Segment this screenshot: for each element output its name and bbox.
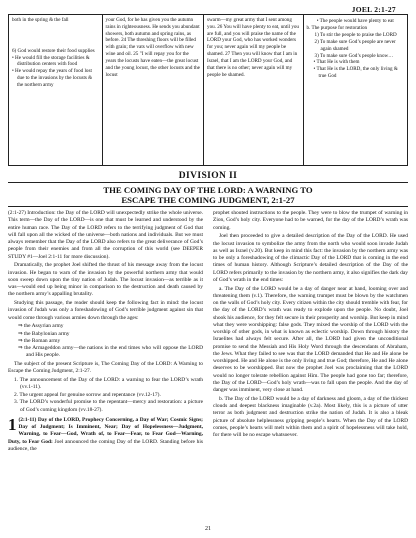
outline-top: both in the spring & the fall — [12, 17, 69, 23]
army-list — [8, 323, 203, 359]
division-title: DIVISION II — [178, 171, 238, 181]
list-item: ⇒ the Armageddon army—the nations in the end times who will oppose the LORD and His people. — [18, 345, 203, 359]
section-heading-text: (2:1-11) Day of the LORD, Prophecy Concerning, a Day of War; Cosmic Signs; Day of Judgment; Is Imminent, Near; Day of Hopelessness—Judgment, Warning, to Fear—God, Wrath of, to Fear—Fear, to Fear God—Warning, Duty, to Fear God: — [8, 416, 203, 445]
page-number: 21 — [205, 526, 211, 532]
divider-rule — [8, 182, 408, 183]
divider-rule — [8, 206, 408, 207]
division-banner-line-1: THE COMING DAY OF THE LORD: A WARNING TO — [103, 185, 313, 195]
outline-item: 1) To stir the people to praise the LORD — [314, 32, 397, 39]
outline-subhead: b. The purpose for restoration — [306, 25, 368, 32]
body-paragraph: The subject of the present Scripture is, The Coming Day of the LORD: A Warning to Escape the Coming Judgment, 2:1-27. — [8, 360, 203, 374]
scripture-col-1 — [103, 15, 204, 165]
body-right-column — [213, 210, 408, 455]
intro-paragraph: (2:1-27) Introduction: the Day of the LORD will unexpectedly strike the whole universe. This term—the Day of the LORD—is one that must be learned and understood by the entire human race. The Day of the LORD refers to the terrifying judgment of God that will fall upon all the wicked of the universe—both nations and individuals. But we must always remember that the Day of the LORD also refers to the great deliverance of God’s people from their enemies and from all the corruption of this world (see DEEPER STUDY #1—Joel 2:1-11 for more discussion). — [8, 210, 203, 260]
scripture-text: swarm—my great army that I sent among you. 26 You will have plenty to eat, until you are full, and you will praise the name of the LORD your God, who has worked wonders for you; never again will my people be shamed. 27 Then you will know that I am in Israel, that I am the LORD your God, and that there is no other; never again will my people be shamed. — [207, 17, 299, 78]
outline-col-1 — [9, 15, 103, 165]
division-banner-line-2: ESCAPE THE COMING JUDGMENT, 2:1-27 — [121, 195, 295, 206]
body-paragraph: b. The Day of the LORD would be a day of darkness and gloom, a day of the thickest clouds and deepest blackness imaginable (v.2a). Most likely, this is a picture of utter terror as both judgment and destruction strike the nation of Judah. It is also a bleak picture of absolute helplessness gripping people’s hearts. When the Day of the LORD comes, people’s hearts will melt within them and a spirit of hopelessness will take hold, for there will be no escape whatsoever. — [213, 395, 408, 438]
list-item: 2. The urgent appeal for genuine sorrow and repentance (vv.12-17). — [14, 391, 161, 398]
body-columns — [8, 210, 408, 455]
outline-item-6: 6) God would restore their food supplies — [12, 47, 95, 54]
body-paragraph: prophet shouted instructions to the people. They were to blow the trumpet of warning in Zion, God’s holy city. Everyone had to be warned, for the day of the LORD’s wrath was coming. — [213, 210, 408, 231]
list-item: 1. The announcement of the Day of the LORD: a warning to fear the LORD’s wrath (vv.1-11). — [14, 376, 203, 390]
scripture-text: your God, for he has given you the autumn rains in righteousness. He sends you abundant showers, both autumn and spring rains, as before. 24 The threshing floors will be filled with grain; the vats will overflow with new wine and oil. 25 "I will repay you for the years the locusts have eaten—the great locust and the young locust, the other locusts and the locust — [105, 17, 200, 78]
subject-outline — [8, 377, 203, 414]
body-paragraph: Joel then proceeded to give a detailed description of the Day of the LORD. He used the locust invasion to symbolize the army from the north who would soon invade Judah as well as Israel (v.20). But keep in mind this fact: the invasion by the northern army was to be only a foreshadowing of the climactic Day of the LORD that is coming in the end times of human history. Although Scripture’s detailed description of the Day of the LORD refers primarily to the invasion by the northern army, it also signifies the dark day of God’s wrath in the end times: — [213, 233, 408, 283]
outline-bullet: • That He is with them — [313, 59, 360, 66]
section-heading-tail: Joel announced the coming Day of the LORD. Standing before his audience, the — [8, 438, 203, 452]
list-item: ⇒ the Roman army — [18, 337, 61, 344]
outline-table — [8, 14, 408, 166]
body-left-column — [8, 210, 203, 455]
drop-cap: 1 — [8, 414, 17, 434]
scripture-col-2 — [204, 15, 304, 165]
outline-bullet: • That He is the LORD, the only living & true God — [313, 66, 398, 79]
outline-col-2 — [304, 15, 407, 165]
outline-item: 2) To make sure God’s people are never again shamed — [314, 38, 396, 52]
outline-item: 3) To make sure God’s people know… — [314, 52, 394, 59]
list-item: ⇒ the Babylonian army — [18, 330, 70, 337]
outline-bullet: • He would fill the storage facilities & distribution centers with food — [12, 54, 90, 68]
body-paragraph: Studying this passage, the reader should keep the following fact in mind: the locust invasion of Judah was only a foreshadowing of God’s terrible judgment against sin that would come through various armies down through the ages: — [8, 300, 203, 321]
list-item: ⇒ the Assyrian army — [18, 323, 64, 330]
division-header — [8, 171, 408, 206]
outline-bullet: • The people would have plenty to eat — [316, 17, 394, 24]
outline-bullet: • He would repay the years of food lost due to the invasions by the locusts & the northern army — [12, 68, 93, 88]
running-head: JOEL 2:1-27 — [351, 5, 396, 14]
body-paragraph: a. The Day of the LORD would be a day of danger near at hand, looming over and threatening them (v.1). Therefore, the warning trumpet must be blown by the watchmen on the walls of God’s holy city. Every citizen within the city should tremble with fear, for the day of the LORD’s wrath was ready to explode upon the people. No doubt, Joel shook his audience, for they felt secure in their prosperity and worship. But keep in mind what they were worshipping: false gods. They mixed the worship of the LORD with the worship of other gods, in what is known as eclectic worship. Down through history the Israelites had always felt secure. After all, the LORD had given the unconditional promise to send the Messiah and His Holy Word through the descendants of Abraham, the Jews. What they failed to see was that the LORD demanded that He and He alone be worshipped. He and He alone is the only living and true God; therefore, He and He alone deserves to be worshipped. But now the prophet Joel was proclaiming that the LORD would no longer tolerate rebellion against Him. The people had gone too far; therefore, the Day of the LORD—God’s holy wrath—was to fall upon the people. And the day of danger was imminent, very close at hand. — [213, 285, 408, 393]
section-heading — [8, 414, 203, 453]
list-item: 3. The LORD’s wonderful promise to the repentant—mercy and restoration: a picture of God’s coming kingdom (vv.18-27). — [14, 399, 203, 413]
body-paragraph: Dramatically, the prophet Joel shifted the thrust of his message away from the locust invasion. He began to warn of the invasion by the powerful northern army that would soon sweep down upon the tiny nation of Judah. The locust invasion—as terrible as it was—would end up being minor in comparison to the destruction and death caused by the northern army’s appalling brutality. — [8, 262, 203, 298]
